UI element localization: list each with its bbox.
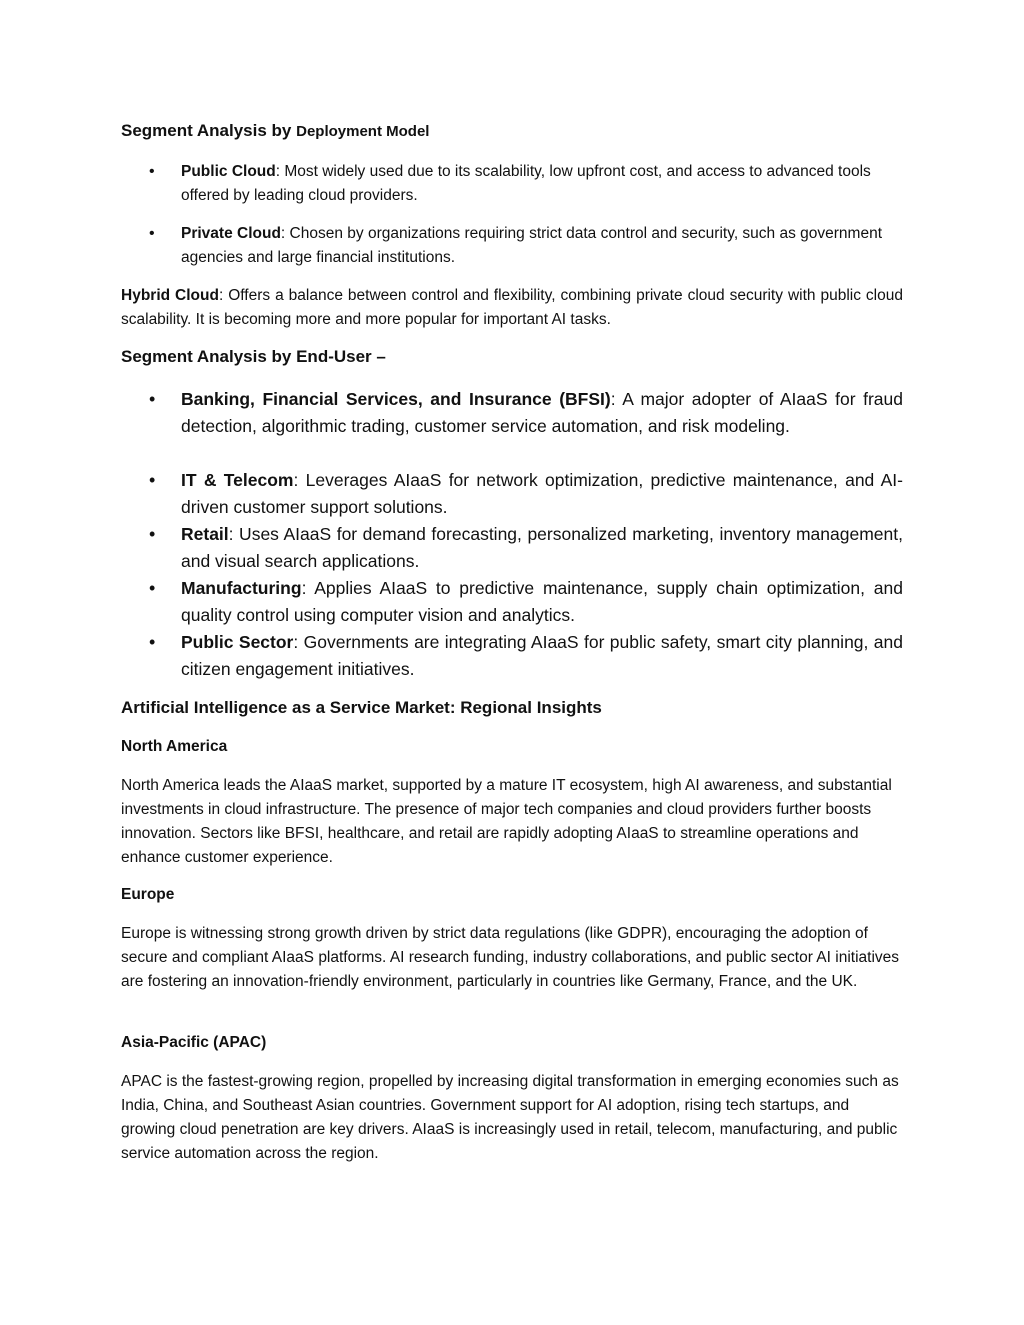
bullet-public-sector bbox=[121, 629, 903, 683]
region-europe-text: Europe is witnessing strong growth driven by strict data regulations (like GDPR), encouraging the adoption of secure and compliant AIaaS platforms. AI research funding, industry collaborations, and public sector AI initiatives are fostering an innovation-friendly environment, particularly in countries like Germany, France, and the UK. bbox=[121, 925, 900, 990]
region-apac-text: APAC is the fastest-growing region, propelled by increasing digital transformation in emerging economies such as India, China, and Southeast Asian countries. Government support for AI adoption, rising tech startups, and growing cloud penetration are key drivers. AIaaS is increasingly used in retail, telecom, manufacturing, and public service automation across the region. bbox=[121, 1073, 899, 1162]
hybrid-term: Hybrid Cloud bbox=[121, 287, 219, 304]
bullet-manufacturing bbox=[121, 575, 903, 629]
bullet-retail bbox=[121, 521, 903, 575]
bullet-public-cloud bbox=[121, 160, 903, 208]
bullet-text: : Applies AIaaS to predictive maintenance, supply chain optimization, and quality control using computer vision and analytics. bbox=[181, 578, 903, 625]
bullet-dot: • bbox=[149, 225, 155, 242]
region-north-america-text: North America leads the AIaaS market, supported by a mature IT ecosystem, high AI awareness, and substantial investments in cloud infrastructure. The presence of major tech companies and cloud providers further boosts innovation. Sectors like BFSI, healthcare, and retail are rapidly adopting AIaaS to streamline operations and enhance customer experience. bbox=[121, 777, 892, 866]
bullet-dot: • bbox=[149, 632, 156, 652]
bullet-dot: • bbox=[149, 163, 155, 180]
bullet-term: Public Sector bbox=[181, 632, 294, 652]
deployment-heading bbox=[121, 121, 429, 141]
bullet-term: Manufacturing bbox=[181, 578, 302, 598]
region-north-america-heading: North America bbox=[121, 738, 228, 755]
bullet-text: : Uses AIaaS for demand forecasting, personalized marketing, inventory management, and visual search applications. bbox=[181, 524, 903, 571]
hybrid-text: : Offers a balance between control and flexibility, combining private cloud security with public cloud scalability. It is becoming more and more popular for important AI tasks. bbox=[121, 287, 903, 328]
bullet-dot: • bbox=[149, 524, 156, 544]
regional-heading: Artificial Intelligence as a Service Market: Regional Insights bbox=[121, 698, 602, 717]
bullet-term: IT & Telecom bbox=[181, 470, 294, 490]
bullet-text: : A major adopter of AIaaS for fraud detection, algorithmic trading, customer service automation, and risk modeling. bbox=[181, 389, 903, 436]
bullet-term: Public Cloud bbox=[181, 163, 276, 180]
bullet-dot: • bbox=[149, 578, 156, 598]
bullet-text: : Most widely used due to its scalability, low upfront cost, and access to advanced tools offered by leading cloud providers. bbox=[181, 163, 871, 204]
deployment-heading-main: Segment Analysis by bbox=[121, 121, 297, 140]
region-apac-heading: Asia-Pacific (APAC) bbox=[121, 1034, 267, 1051]
bullet-it-telecom bbox=[121, 467, 903, 521]
enduser-heading: Segment Analysis by End-User – bbox=[121, 347, 386, 366]
bullet-text: : Leverages AIaaS for network optimization, predictive maintenance, and AI-driven customer support solutions. bbox=[181, 470, 903, 517]
bullet-private-cloud bbox=[121, 222, 903, 270]
bullet-bfsi bbox=[121, 386, 903, 440]
bullet-term: Retail bbox=[181, 524, 229, 544]
bullet-term: Private Cloud bbox=[181, 225, 281, 242]
region-europe-heading: Europe bbox=[121, 886, 175, 903]
deployment-heading-sub: Deployment Model bbox=[296, 123, 430, 140]
bullet-text: : Chosen by organizations requiring strict data control and security, such as government agencies and large financial institutions. bbox=[181, 225, 883, 266]
bullet-dot: • bbox=[149, 389, 156, 409]
hybrid-cloud-paragraph bbox=[121, 284, 903, 332]
bullet-term: Banking, Financial Services, and Insurance (BFSI) bbox=[181, 389, 611, 409]
bullet-dot: • bbox=[149, 470, 156, 490]
bullet-text: : Governments are integrating AIaaS for public safety, smart city planning, and citizen engagement initiatives. bbox=[181, 632, 903, 679]
